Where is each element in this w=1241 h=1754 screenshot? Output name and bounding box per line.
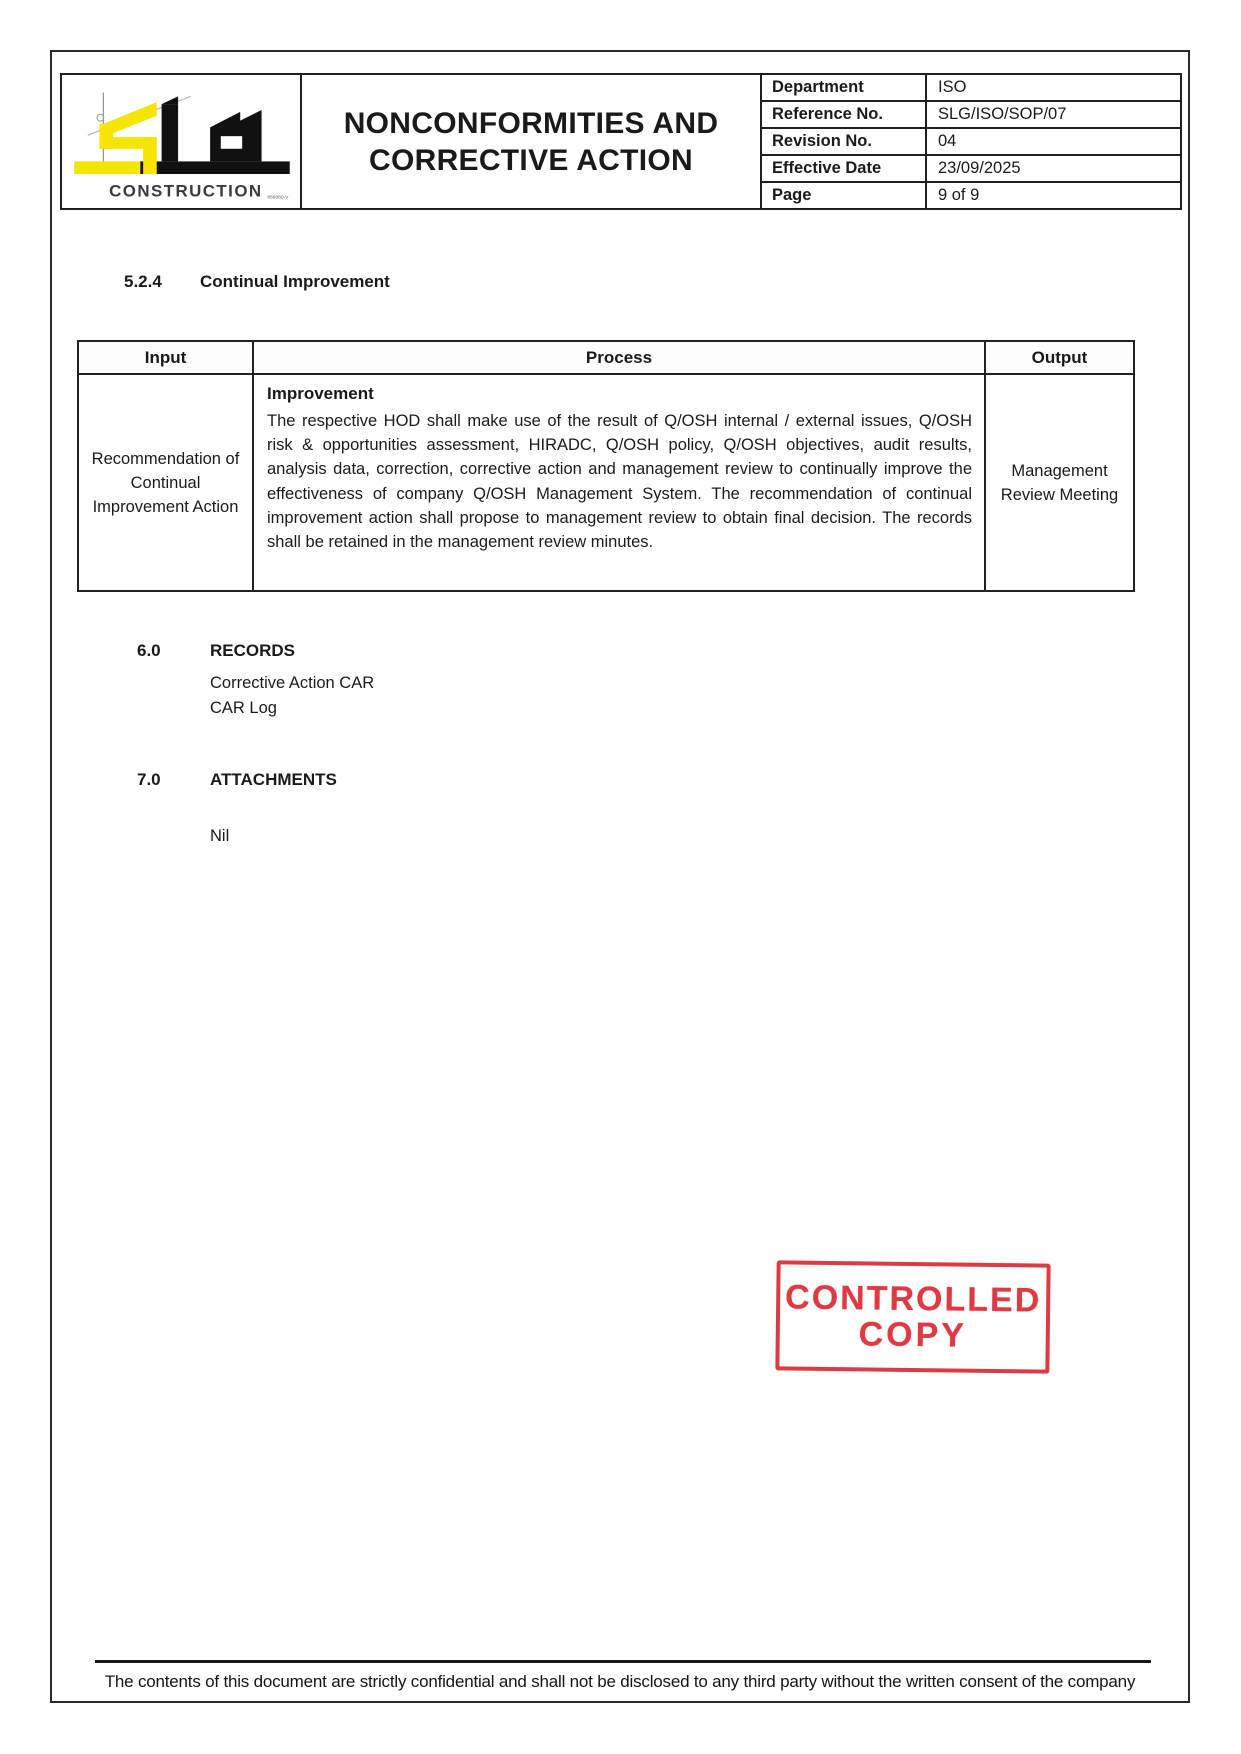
info-row-revision-no xyxy=(762,129,1180,156)
info-label: Effective Date xyxy=(762,156,927,181)
info-row-reference-no xyxy=(762,102,1180,129)
records-item: Corrective Action CAR xyxy=(210,674,375,692)
document-title xyxy=(302,75,762,208)
process-body: The respective HOD shall make use of the result of Q/OSH internal / external issues, Q/OSH risk & opportunities assessment, HIRADC, Q/OSH policy, Q/OSH objectives, audit results, analysis data, correction, corrective action and management review to continually improve the effectiveness of company Q/OSH Management System. The recommendation of continual improvement action shall propose to management review to obtain final decision. The records shall be retained in the management review minutes. xyxy=(267,412,972,552)
column-header-output: Output xyxy=(985,341,1134,374)
document-info-table xyxy=(762,75,1180,208)
info-value: 23/09/2025 xyxy=(938,159,1021,177)
section-number: 5.2.4 xyxy=(124,272,162,291)
attachments-content: Nil xyxy=(210,827,230,845)
logo-letter-g xyxy=(210,110,261,161)
section-heading-attachments xyxy=(137,770,337,790)
info-value: 9 of 9 xyxy=(938,186,980,204)
info-label: Revision No. xyxy=(762,129,927,154)
section-title: ATTACHMENTS xyxy=(210,770,337,789)
process-table-header-row xyxy=(78,341,1134,374)
stamp-line-1: CONTROLLED xyxy=(784,1278,1042,1320)
title-line-1: NONCONFORMITIES AND xyxy=(343,106,719,140)
logo-registration-number: 866080-V xyxy=(267,195,289,201)
slg-logo-graphic xyxy=(62,75,300,208)
section-number: 6.0 xyxy=(137,641,161,660)
info-row-department xyxy=(762,75,1180,102)
info-row-page xyxy=(762,183,1180,208)
process-table-body-row xyxy=(78,374,1134,591)
logo-base-bar xyxy=(140,161,290,174)
info-value: ISO xyxy=(938,78,967,96)
document-header xyxy=(60,73,1182,210)
section-title: RECORDS xyxy=(210,641,296,660)
stamp-line-2: COPY xyxy=(858,1315,968,1355)
logo-letter-s xyxy=(74,102,157,174)
company-logo xyxy=(62,75,302,208)
info-value: SLG/ISO/SOP/07 xyxy=(938,105,1067,123)
info-label: Page xyxy=(762,183,927,208)
output-cell: Management Review Meeting xyxy=(985,374,1134,591)
title-line-2: CORRECTIVE ACTION xyxy=(369,143,693,177)
process-cell xyxy=(253,374,985,591)
column-header-input: Input xyxy=(78,341,253,374)
column-header-process: Process xyxy=(253,341,985,374)
info-label: Department xyxy=(762,75,927,100)
records-items xyxy=(210,671,374,720)
info-row-effective-date xyxy=(762,156,1180,183)
info-value: 04 xyxy=(938,132,957,150)
section-title: Continual Improvement xyxy=(200,272,390,291)
page-border xyxy=(50,50,1190,1703)
process-table xyxy=(77,340,1135,592)
footer-divider xyxy=(95,1660,1151,1663)
section-number: 7.0 xyxy=(137,770,161,789)
controlled-copy-stamp xyxy=(775,1260,1050,1373)
input-cell: Recommendation of Continual Improvement Action xyxy=(78,374,253,591)
process-heading: Improvement xyxy=(267,384,374,403)
logo-wordmark: CONSTRUCTION xyxy=(109,181,263,201)
logo-letter-l xyxy=(162,96,179,161)
footer-confidentiality-text: The contents of this document are strictly confidential and shall not be disclosed to any third party without the written consent of the company xyxy=(104,1672,1136,1691)
records-item: CAR Log xyxy=(210,698,277,717)
section-heading-524 xyxy=(124,272,390,292)
info-label: Reference No. xyxy=(762,102,927,127)
section-heading-records xyxy=(137,641,295,661)
